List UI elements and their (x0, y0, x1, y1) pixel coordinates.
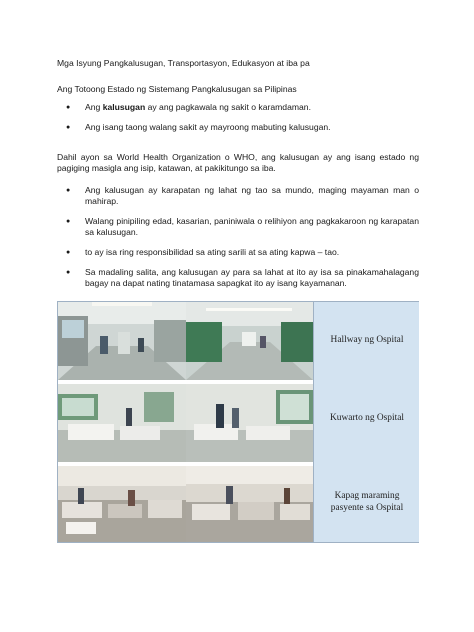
list-item: ● Sa madaling salita, ang kalusugan ay para sa lahat at ito ay isa sa pinakamahalagang bagay na dapat nating tinatamasa sapagkat ito ay isang kayamanan. (57, 267, 419, 289)
caption-panel (313, 302, 419, 542)
caption-hallway: Hallway ng Ospital (330, 335, 404, 345)
section-subheading: Ang Totoong Estado ng Sistemang Pangkalusugan sa Pilipinas (57, 84, 297, 94)
crowded-photo-right (186, 466, 313, 542)
hallway-photo-left (58, 302, 186, 380)
list-item: ● to ay isa ring responsibilidad sa ating sarili at sa ating kapwa – tao. (57, 247, 419, 258)
who-paragraph: Dahil ayon sa World Health Organization o WHO, ang kalusugan ay ang isang estado ng pagiging masigla ang isip, katawan, at pakikitungo sa iba. (57, 152, 419, 173)
ward-photo-right (186, 384, 313, 462)
list-item: ● Ang kalusugan ay karapatan ng lahat ng tao sa mundo, maging mayaman man o mahirap. (57, 185, 419, 207)
rights-list (57, 185, 419, 298)
crowded-photo-left (58, 466, 186, 542)
caption-crowded: Kapag maraming pasyente sa Ospital (330, 491, 404, 513)
ward-photo-left (58, 384, 186, 462)
photo-grid (58, 302, 313, 542)
bold-term: kalusugan (102, 102, 146, 112)
definition-list (57, 102, 419, 142)
hospital-photo-figure (57, 301, 419, 543)
list-item: ● Ang isang taong walang sakit ay mayroong mabuting kalusugan. (57, 122, 419, 133)
hallway-photo-right (186, 302, 313, 380)
page-heading: Mga Isyung Pangkalusugan, Transportasyon, Edukasyon at iba pa (57, 58, 310, 68)
caption-room: Kuwarto ng Ospital (330, 413, 404, 423)
list-item: ● Ang kalusugan ay ang pagkawala ng sakit o karamdaman. (57, 102, 419, 113)
list-item: ● Walang pinipiling edad, kasarian, paniniwala o relihiyon ang pagkakaroon ng karapatan sa kalusugan. (57, 216, 419, 238)
